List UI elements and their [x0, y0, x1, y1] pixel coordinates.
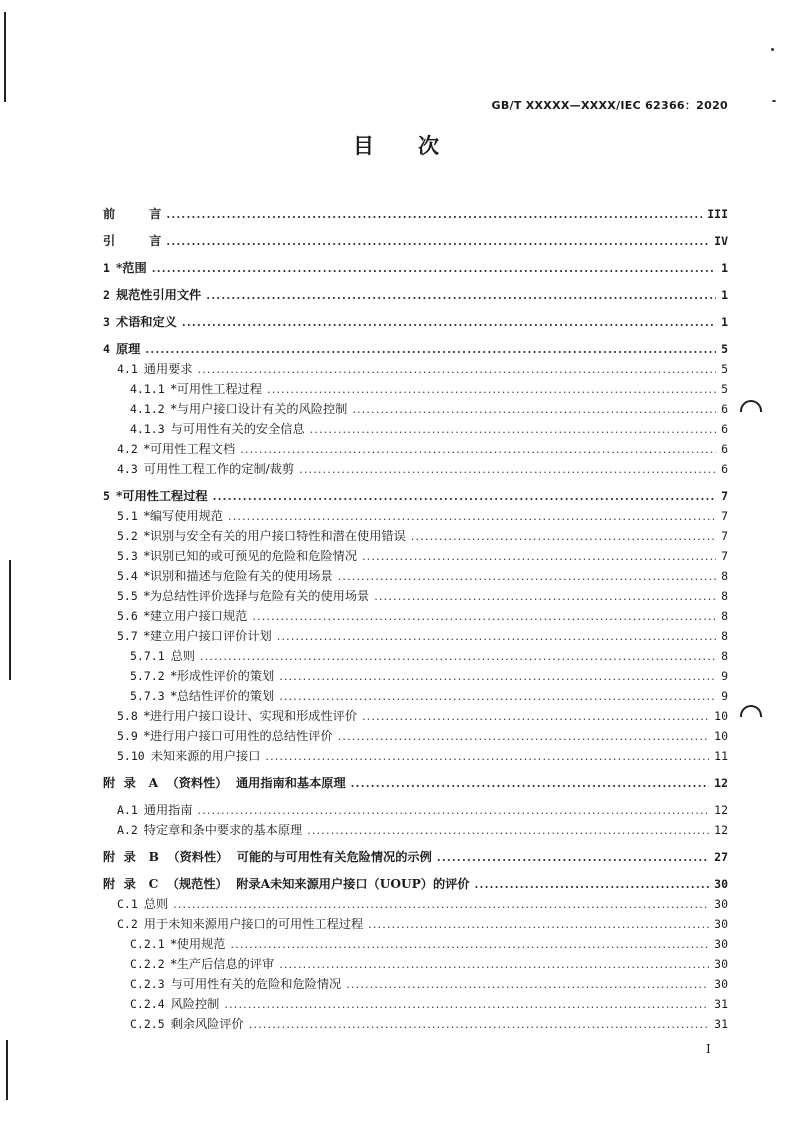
toc-entry-page: III	[707, 207, 728, 221]
toc-entry-page: 8	[721, 609, 728, 623]
toc-entry[interactable]	[103, 547, 728, 567]
toc-entry-page: 7	[721, 549, 728, 563]
toc-entry-page: 30	[714, 957, 728, 971]
toc-dot-leader	[310, 423, 716, 436]
toc-entry-title: 与可用性有关的安全信息	[170, 422, 305, 436]
toc-entry-number: A.2	[117, 823, 138, 837]
toc-entry-page: IV	[714, 234, 728, 248]
toc-dot-leader	[338, 730, 709, 743]
toc-entry-page: 1	[721, 261, 728, 275]
toc-entry-title: 通用指南	[143, 803, 193, 817]
toc-dot-leader	[411, 530, 716, 543]
toc-dot-leader	[279, 670, 716, 683]
toc-entry-page: 12	[714, 776, 728, 790]
toc-dot-leader	[166, 235, 709, 248]
toc-entry[interactable]	[103, 360, 728, 380]
toc-entry-title: *为总结性评价选择与危险有关的使用场景	[143, 589, 370, 603]
toc-dot-leader	[240, 443, 716, 456]
toc-entry-number: 5.9	[117, 729, 138, 743]
toc-dot-leader	[213, 490, 716, 503]
toc-dot-leader	[338, 570, 716, 583]
toc-entry[interactable]	[103, 487, 728, 507]
toc-entry-number: 5.8	[117, 709, 138, 723]
toc-entry-title: 附 录 C （规范性） 附录A未知来源用户接口（UOUP）的评价	[103, 877, 470, 891]
toc-entry-page: 30	[714, 897, 728, 911]
toc-entry[interactable]	[103, 667, 728, 687]
toc-entry-page: 12	[714, 823, 728, 837]
toc-entry-title: *编写使用规范	[143, 509, 223, 523]
toc-dot-leader	[279, 690, 716, 703]
toc-dot-leader	[267, 383, 716, 396]
toc-entry-title: *识别已知的或可预见的危险和危险情况	[143, 549, 358, 563]
toc-entry-title: *进行用户接口可用性的总结性评价	[143, 729, 333, 743]
toc-dot-leader	[307, 824, 709, 837]
toc-entry[interactable]	[103, 286, 728, 306]
scan-dot	[772, 100, 776, 102]
binding-clip-mark	[740, 400, 762, 412]
toc-entry-page: 1	[721, 288, 728, 302]
toc-entry-page: 9	[721, 689, 728, 703]
toc-entry-title: *可用性工程文档	[143, 442, 236, 456]
table-of-contents	[103, 205, 728, 1035]
toc-entry[interactable]	[103, 400, 728, 420]
toc-entry-number: 5.7.3	[130, 689, 165, 703]
toc-dot-leader	[265, 750, 709, 763]
toc-entry-title: *生产后信息的评审	[170, 957, 275, 971]
toc-entry-page: 7	[721, 509, 728, 523]
toc-entry-page: 10	[714, 709, 728, 723]
toc-entry-number: 5.3	[117, 549, 138, 563]
toc-entry-title: *建立用户接口评价计划	[143, 629, 272, 643]
toc-entry-title: 剩余风险评价	[170, 1017, 244, 1031]
toc-entry-page: 5	[721, 382, 728, 396]
toc-entry-title: 通用要求	[143, 362, 193, 376]
toc-entry-page: 5	[721, 342, 728, 356]
toc-dot-leader	[299, 463, 716, 476]
toc-dot-leader	[252, 610, 716, 623]
toc-entry[interactable]	[103, 995, 728, 1015]
toc-dot-leader	[249, 1018, 709, 1031]
toc-dot-leader	[352, 403, 716, 416]
toc-entry-page: 1	[721, 315, 728, 329]
toc-entry-page: 31	[714, 997, 728, 1011]
scan-margin-line	[9, 560, 11, 680]
toc-entry-number: 5.7	[117, 629, 138, 643]
toc-entry-page: 10	[714, 729, 728, 743]
toc-entry-number: 1	[103, 261, 110, 275]
toc-entry-title: 用于未知来源用户接口的可用性工程过程	[143, 917, 364, 931]
toc-entry-page: 30	[714, 937, 728, 951]
toc-entry[interactable]	[103, 848, 728, 868]
toc-entry-number: C.2.5	[130, 1017, 165, 1031]
toc-entry[interactable]	[103, 460, 728, 480]
toc-entry[interactable]	[103, 975, 728, 995]
toc-entry-page: 8	[721, 569, 728, 583]
toc-entry[interactable]	[103, 895, 728, 915]
toc-dot-leader	[368, 918, 709, 931]
toc-entry[interactable]	[103, 380, 728, 400]
toc-entry-number: A.1	[117, 803, 138, 817]
toc-entry-page: 8	[721, 649, 728, 663]
toc-entry-title: *可用性工程过程	[170, 382, 263, 396]
toc-entry-number: 4.2	[117, 442, 138, 456]
toc-entry-title: *形成性评价的策划	[170, 669, 275, 683]
toc-entry-title: *建立用户接口规范	[143, 609, 248, 623]
toc-dot-leader	[166, 208, 702, 221]
toc-entry-page: 27	[714, 850, 728, 864]
toc-entry-title: *识别与安全有关的用户接口特性和潜在使用错误	[143, 529, 406, 543]
toc-dot-leader	[475, 878, 710, 891]
toc-entry-number: 4.1.2	[130, 402, 165, 416]
toc-entry[interactable]	[103, 935, 728, 955]
toc-entry[interactable]	[103, 420, 728, 440]
toc-entry-number: 4.1	[117, 362, 138, 376]
toc-entry[interactable]	[103, 821, 728, 841]
toc-entry-title: *范围	[115, 261, 147, 275]
toc-entry-title: 总则	[143, 897, 169, 911]
toc-entry-page: 5	[721, 362, 728, 376]
toc-entry-title: 与可用性有关的危险和危险情况	[170, 977, 342, 991]
toc-entry-number: 4	[103, 342, 110, 356]
toc-title	[0, 130, 794, 160]
toc-entry-page: 30	[714, 977, 728, 991]
toc-entry[interactable]	[103, 747, 728, 767]
toc-entry[interactable]	[103, 607, 728, 627]
toc-entry[interactable]	[103, 1015, 728, 1035]
toc-entry-page: 8	[721, 589, 728, 603]
toc-dot-leader	[351, 777, 709, 790]
toc-dot-leader	[277, 630, 716, 643]
binding-clip-mark	[740, 705, 762, 717]
toc-entry-title: 原理	[115, 342, 141, 356]
toc-dot-leader	[362, 710, 709, 723]
toc-entry-title: *可用性工程过程	[115, 489, 208, 503]
toc-dot-leader	[279, 958, 709, 971]
toc-entry-number: 3	[103, 315, 110, 329]
toc-entry[interactable]	[103, 955, 728, 975]
toc-entry-number: 5.2	[117, 529, 138, 543]
document-code: GB/T XXXXX—XXXX/IEC 62366：2020	[491, 99, 728, 112]
toc-entry-title: *识别和描述与危险有关的使用场景	[143, 569, 333, 583]
toc-entry[interactable]	[103, 313, 728, 333]
toc-entry-title: 特定章和条中要求的基本原理	[143, 823, 303, 837]
toc-entry[interactable]	[103, 259, 728, 279]
toc-title-char-2: 次	[418, 134, 441, 158]
toc-entry[interactable]	[103, 801, 728, 821]
toc-entry[interactable]	[103, 727, 728, 747]
toc-entry[interactable]	[103, 587, 728, 607]
toc-entry-title: *进行用户接口设计、实现和形成性评价	[143, 709, 358, 723]
toc-entry[interactable]	[103, 440, 728, 460]
toc-entry[interactable]	[103, 507, 728, 527]
toc-dot-leader	[437, 851, 709, 864]
toc-entry[interactable]	[103, 707, 728, 727]
toc-dot-leader	[230, 938, 709, 951]
toc-entry[interactable]	[103, 687, 728, 707]
toc-entry[interactable]	[103, 567, 728, 587]
toc-entry-page: 6	[721, 422, 728, 436]
toc-entry-title: 引 言	[103, 234, 162, 248]
toc-entry-title: 附 录 A （资料性） 通用指南和基本原理	[103, 776, 346, 790]
toc-entry-page: 6	[721, 442, 728, 456]
toc-dot-leader	[173, 898, 709, 911]
toc-entry-number: C.2	[117, 917, 138, 931]
toc-entry-page: 9	[721, 669, 728, 683]
toc-entry-number: 5.1	[117, 509, 138, 523]
toc-entry-number: 4.3	[117, 462, 138, 476]
toc-dot-leader	[145, 343, 716, 356]
toc-entry[interactable]	[103, 627, 728, 647]
toc-entry-number: 5	[103, 489, 110, 503]
toc-entry-number: 4.1.1	[130, 382, 165, 396]
toc-dot-leader	[228, 510, 716, 523]
toc-entry-title: *与用户接口设计有关的风险控制	[170, 402, 348, 416]
scan-dot	[771, 48, 774, 51]
scan-margin-line	[6, 1040, 8, 1100]
toc-dot-leader	[206, 289, 716, 302]
toc-entry-title: 总则	[170, 649, 195, 663]
scan-margin-line	[4, 12, 6, 102]
toc-entry-title: *总结性评价的策划	[170, 689, 275, 703]
toc-dot-leader	[152, 262, 716, 275]
toc-entry-title: 术语和定义	[115, 315, 177, 329]
toc-entry[interactable]	[103, 527, 728, 547]
toc-dot-leader	[374, 590, 716, 603]
toc-dot-leader	[362, 550, 716, 563]
toc-entry-title: 规范性引用文件	[115, 288, 202, 302]
toc-dot-leader	[198, 804, 710, 817]
toc-entry[interactable]	[103, 205, 728, 225]
toc-entry-page: 30	[714, 877, 728, 891]
toc-entry[interactable]	[103, 340, 728, 360]
toc-entry-title: 未知来源的用户接口	[150, 749, 261, 763]
page-number: I	[706, 1042, 711, 1056]
toc-dot-leader	[346, 978, 709, 991]
toc-entry-number: 5.7.2	[130, 669, 165, 683]
toc-entry-page: 7	[721, 529, 728, 543]
toc-dot-leader	[198, 363, 717, 376]
toc-entry[interactable]	[103, 915, 728, 935]
toc-entry[interactable]	[103, 774, 728, 794]
toc-entry-number: C.2.4	[130, 997, 165, 1011]
toc-entry-title: 附 录 B （资料性） 可能的与可用性有关危险情况的示例	[103, 850, 432, 864]
toc-entry-title: 前 言	[103, 207, 162, 221]
toc-entry-page: 6	[721, 402, 728, 416]
toc-entry-page: 31	[714, 1017, 728, 1031]
toc-entry-number: 5.10	[117, 749, 145, 763]
toc-title-char-1: 目	[353, 134, 376, 158]
toc-entry-page: 8	[721, 629, 728, 643]
toc-entry-page: 11	[714, 749, 728, 763]
toc-entry-number: C.2.2	[130, 957, 165, 971]
toc-entry-number: C.2.1	[130, 937, 165, 951]
toc-entry-number: 2	[103, 288, 110, 302]
toc-entry-number: 5.5	[117, 589, 138, 603]
toc-dot-leader	[224, 998, 709, 1011]
toc-dot-leader	[182, 316, 716, 329]
toc-entry[interactable]	[103, 232, 728, 252]
toc-entry-title: *使用规范	[170, 937, 226, 951]
toc-entry-number: C.1	[117, 897, 138, 911]
toc-entry-page: 12	[714, 803, 728, 817]
toc-entry[interactable]	[103, 875, 728, 895]
toc-entry-title: 风险控制	[170, 997, 220, 1011]
toc-dot-leader	[200, 650, 716, 663]
toc-entry-page: 30	[714, 917, 728, 931]
toc-entry-number: 5.6	[117, 609, 138, 623]
toc-entry-number: 5.7.1	[130, 649, 165, 663]
toc-entry-page: 6	[721, 462, 728, 476]
toc-entry-number: C.2.3	[130, 977, 165, 991]
toc-entry-number: 4.1.3	[130, 422, 165, 436]
toc-entry[interactable]	[103, 647, 728, 667]
toc-entry-title: 可用性工程工作的定制/裁剪	[143, 462, 295, 476]
toc-entry-number: 5.4	[117, 569, 138, 583]
toc-entry-page: 7	[721, 489, 728, 503]
